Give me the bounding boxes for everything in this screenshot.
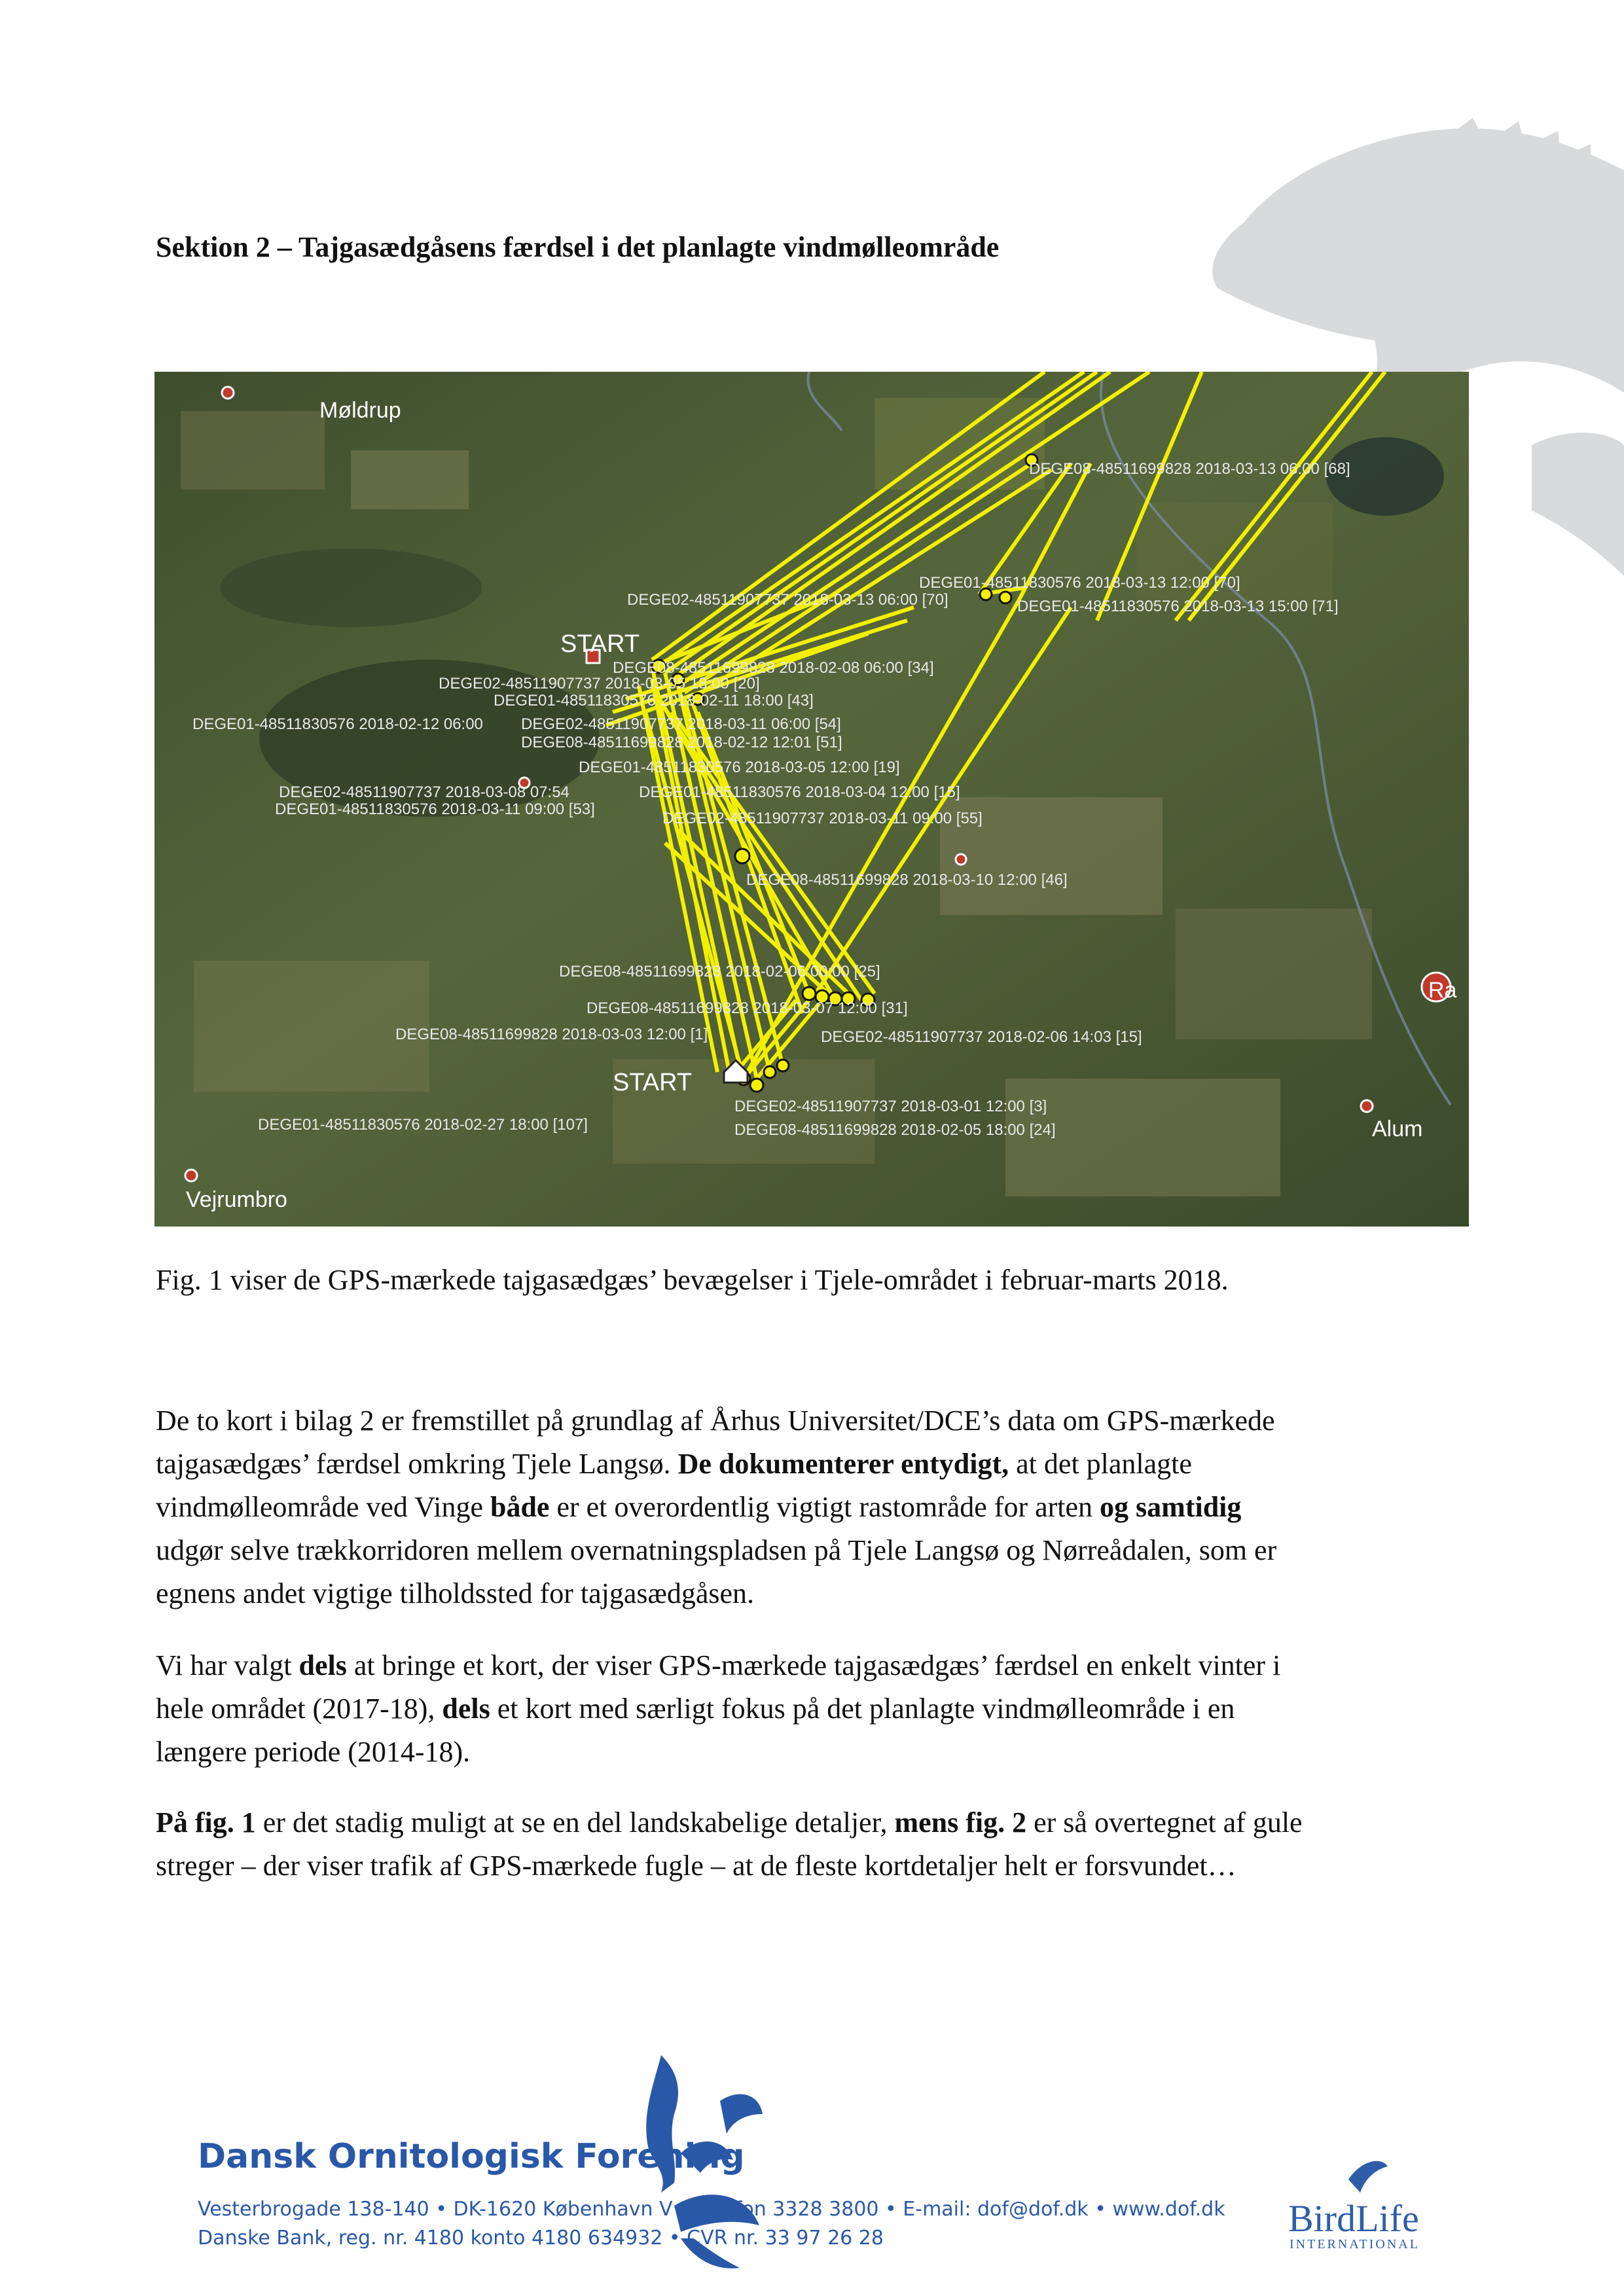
track-label: DEGE01-48511830576 2018-03-04 12:00 [15] xyxy=(639,783,960,801)
track-label: DEGE08-48511699828 2018-02-08 06:00 [34] xyxy=(613,659,934,677)
birdlife-logo-text: BirdLife xyxy=(1288,2197,1419,2240)
birdlife-logo-subtext: INTERNATIONAL xyxy=(1290,2237,1420,2251)
track-label: DEGE08-48511699828 2018-02-05 18:00 [24] xyxy=(734,1121,1056,1139)
place-vejrumbro: Vejrumbro xyxy=(186,1187,287,1212)
paragraph-bilag: De to kort i bilag 2 er fremstillet på grundlag af Århus Universitet/DCE’s data om GPS-mærkede tajgasædgæs’ færdsel omkring Tjele Langsø. De dokumenterer entydigt, at det planlagte vindmølleområde ved Vinge både er et overordentlig vigtigt rastområde for arten og samtidig udgør selve trækkorridoren mellem overnatningspladsen på Tjele Langsø og Nørreådalen, som er egnens andet vigtige tilholdssted for tajgasædgåsen. xyxy=(156,1405,1277,1609)
track-label: DEGE01-48511830576 2018-03-11 09:00 [53] xyxy=(275,800,595,818)
track-label: DEGE02-48511907737 2018-02-06 14:03 [15] xyxy=(821,1028,1142,1046)
track-label: DEGE08-48511699828 2018-03-03 12:00 [1] xyxy=(395,1026,708,1043)
track-label: DEGE08-48511699828 2018-03-07 12:00 [31] xyxy=(586,999,908,1017)
paragraph-figures: På fig. 1 er det stadig muligt at se en del landskabelige detaljer, mens fig. 2 er så overtegnet af gule streger – der viser trafik af GPS-mærkede fugle – at de fleste kortdetaljer helt er forsvundet… xyxy=(156,1806,1303,1882)
track-label: DEGE02-48511907737 2018-03-08 07:54 xyxy=(279,783,569,801)
track-label: DEGE01-48511830576 2018-02-27 18:00 [107] xyxy=(258,1116,588,1134)
place-ra: Ra xyxy=(1428,978,1457,1003)
section-heading: Sektion 2 – Tajgasædgåsens færdsel i det planlagte vindmølleområde xyxy=(156,231,1000,263)
place-moldrup: Møldrup xyxy=(319,398,401,423)
figure-caption: Fig. 1 viser de GPS-mærkede tajgasædgæs’ bevægelser i Tjele-området i februar-marts 2018. xyxy=(156,1264,1229,1296)
track-label: DEGE02-48511907737 2018-03-13 06:00 [70] xyxy=(627,591,948,609)
gps-map-figure xyxy=(154,372,1469,1227)
track-label: DEGE08-48511699828 2018-03-13 06:00 [68] xyxy=(1029,460,1350,478)
org-address: Vesterbrogade 138-140 • DK-1620 København V • Telefon 3328 3800 • E-mail: dof@dof.dk • www.dof.dk xyxy=(198,2198,1225,2221)
track-label: DEGE08-48511699828 2018-02-12 12:01 [51] xyxy=(521,734,842,751)
birdlife-bird-icon xyxy=(1348,2161,1388,2193)
track-label: DEGE01-48511830576 2018-03-13 12:00 [70] xyxy=(919,574,1240,592)
place-alum: Alum xyxy=(1372,1117,1423,1141)
track-label: DEGE08-48511699828 2018-02-06 00:00 [25] xyxy=(559,963,880,980)
start-label-north: START xyxy=(560,630,640,658)
org-bank: Danske Bank, reg. nr. 4180 konto 4180 634932 • CVR nr. 33 97 26 28 xyxy=(198,2227,884,2250)
paragraph-kort: Vi har valgt dels at bringe et kort, der viser GPS-mærkede tajgasædgæs’ færdsel en enkelt vinter i hele området (2017-18), dels et kort med særligt fokus på det planlagte vindmølleområde i en længere periode (2014-18). xyxy=(156,1649,1281,1768)
track-label: DEGE02-48511907737 2018-03-05 18:00 [20] xyxy=(439,675,760,692)
org-name: Dansk Ornitologisk Forening xyxy=(198,2137,745,2176)
track-label: DEGE01-48511830576 2018-02-11 18:00 [43] xyxy=(494,692,814,709)
track-label: DEGE08-48511699828 2018-03-10 12:00 [46] xyxy=(746,871,1068,889)
track-label: DEGE02-48511907737 2018-03-11 09:00 [55] xyxy=(662,810,983,827)
track-label: DEGE02-48511907737 2018-03-11 06:00 [54] xyxy=(521,715,841,733)
track-label: DEGE01-48511830576 2018-03-05 12:00 [19] xyxy=(579,759,900,776)
start-label-south: START xyxy=(613,1069,693,1096)
track-label: DEGE02-48511907737 2018-03-01 12:00 [3] xyxy=(734,1098,1047,1115)
track-label: DEGE01-48511830576 2018-03-13 15:00 [71] xyxy=(1017,598,1339,615)
track-label: DEGE01-48511830576 2018-02-12 06:00 xyxy=(192,715,483,733)
